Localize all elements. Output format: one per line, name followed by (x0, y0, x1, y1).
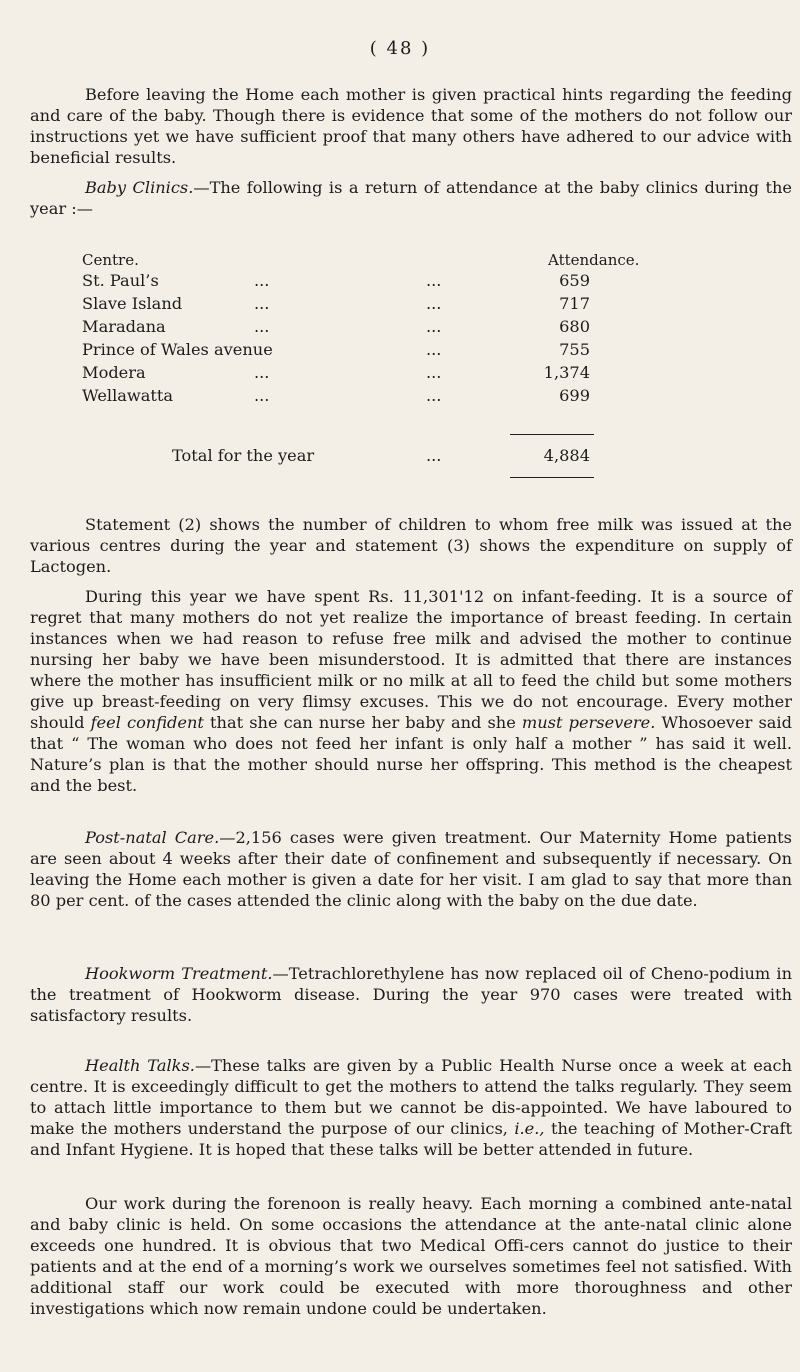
infant-feeding-text-b: that she can nurse her baby and she (203, 713, 522, 732)
cell-attendance: 717 (559, 294, 590, 313)
leader-dots: ... (426, 294, 442, 313)
table-body (82, 271, 762, 409)
table-total-row (82, 446, 762, 469)
table-header-row (82, 248, 762, 271)
infant-feeding-text-c: Whosoever said that “ The woman who does not feed her infant is only half a mother ” has said it well. Nature’s plan is that the mother should nurse her offspring. This method is the cheapest and the best. (30, 713, 792, 795)
section-heading-health-talks: Health Talks. (85, 1056, 195, 1075)
total-rule-bottom (510, 477, 594, 478)
section-heading-hookworm-treatment: Hookworm Treatment. (85, 964, 273, 983)
paragraph-statements: Statement (2) shows the number of children to whom free milk was issued at the various centres during the year and statement (3) shows the expenditure on supply of Lactogen. (30, 515, 792, 576)
leader-dots: ... (426, 340, 442, 359)
leader-dots: ... (426, 271, 442, 290)
table-row (82, 363, 762, 386)
leader-dots: ... (254, 363, 270, 382)
total-label: Total for the year (172, 446, 315, 465)
table-row (82, 340, 762, 363)
infant-feeding-emphasis-confident: feel confident (90, 713, 204, 732)
cell-centre: St. Paul’s (82, 271, 159, 290)
cell-attendance: 699 (559, 386, 590, 405)
table-row (82, 317, 762, 340)
attendance-table (82, 248, 762, 465)
cell-centre: Maradana (82, 317, 166, 336)
paragraph-hookworm-treatment-body: —Tetrachlorethylene has now replaced oil of Cheno-podium in the treatment of Hookworm disease. During the year 970 cases were treated with satisfactory results. (30, 964, 793, 1025)
paragraph-post-natal-care-body: —2,156 cases were given treatment. Our Maternity Home patients are seen about 4 weeks after their date of confinement and subsequently if necessary. On leaving the Home each mother is given a date for her visit. I am glad to say that more than 80 per cent. of the cases attended the clinic along with the baby on the due date. (30, 828, 792, 910)
paragraph-hookworm-treatment (30, 963, 792, 1026)
paragraph-forenoon-work: Our work during the forenoon is really heavy. Each morning a combined ante-natal and baby clinic is held. On some occasions the attendance at the ante-natal clinic alone exceeds one hundred. It is obvious that two Medical Offi-cers cannot do justice to their patients and at the end of a morning’s work we ourselves sometimes feel not satisfied. With additional staff our work could be executed with more thoroughness and other investigations which now remain undone could be undertaken. (30, 1194, 792, 1318)
cell-centre: Slave Island (82, 294, 183, 313)
leader-dots: ... (254, 294, 270, 313)
cell-attendance: 755 (559, 340, 590, 359)
total-leader-dots: ... (426, 446, 442, 465)
table-row (82, 386, 762, 409)
paragraph-health-talks (30, 1055, 792, 1160)
paragraph-post-natal-care (30, 827, 792, 911)
leader-dots: ... (254, 271, 270, 290)
paragraph-baby-clinics-body: —The following is a return of attendance at the baby clinics during the year :— (30, 178, 793, 218)
infant-feeding-text-a: During this year we have spent Rs. 11,301'12 on infant-feeding. It is a source of regret that many mothers do not yet realize the importance of breast feeding. In certain instances when we had reason to refuse free milk and advised the mother to continue nursing her baby we have been misunderstood. It is admitted that there are instances where the mother has insufficient milk or no milk at all to feed the child but some mothers give up breast-feeding on very flimsy excuses. This we do not encourage. Every mother should (30, 587, 792, 732)
page-number: ( 48 ) (369, 38, 431, 59)
leader-dots: ... (254, 386, 270, 405)
section-heading-baby-clinics: Baby Clinics. (85, 178, 194, 197)
paragraph-baby-clinics (30, 177, 792, 219)
paragraph-health-talks-body-a: —These talks are given by a Public Health Nurse once a week at each centre. It is exceedingly difficult to get the mothers to attend the talks regularly. They seem to attach little importance to them but we cannot be dis-appointed. We have laboured to make the mothers understand the purpose of our clinics, (30, 1056, 792, 1138)
total-value: 4,884 (543, 446, 590, 465)
section-heading-post-natal-care: Post-natal Care. (85, 828, 220, 847)
column-header-attendance: Attendance. (548, 251, 640, 269)
cell-attendance: 680 (559, 317, 590, 336)
cell-centre: Modera (82, 363, 146, 382)
cell-attendance: 1,374 (543, 363, 590, 382)
cell-centre: Prince of Wales avenue (82, 340, 273, 359)
leader-dots: ... (254, 317, 270, 336)
paragraph-health-talks-body-b: the teaching of Mother-Craft and Infant Hygiene. It is hoped that these talks will be better attended in future. (30, 1119, 792, 1159)
leader-dots: ... (426, 317, 442, 336)
table-row (82, 294, 762, 317)
leader-dots: ... (426, 386, 442, 405)
cell-centre: Wellawatta (82, 386, 174, 405)
health-talks-emphasis-ie: i.e., (514, 1119, 545, 1138)
infant-feeding-emphasis-persevere: must persevere. (521, 713, 656, 732)
cell-attendance: 659 (559, 271, 590, 290)
leader-dots: ... (426, 363, 442, 382)
paragraph-discharge-hints: Before leaving the Home each mother is given practical hints regarding the feeding and care of the baby. Though there is evidence that some of the mothers do not follow our instructions yet we have sufficient proof that many others have adhered to our advice with beneficial results. (30, 85, 792, 167)
column-header-centre: Centre. (82, 251, 139, 269)
paragraph-infant-feeding (30, 586, 792, 796)
table-row (82, 271, 762, 294)
total-rule-top (510, 434, 594, 435)
